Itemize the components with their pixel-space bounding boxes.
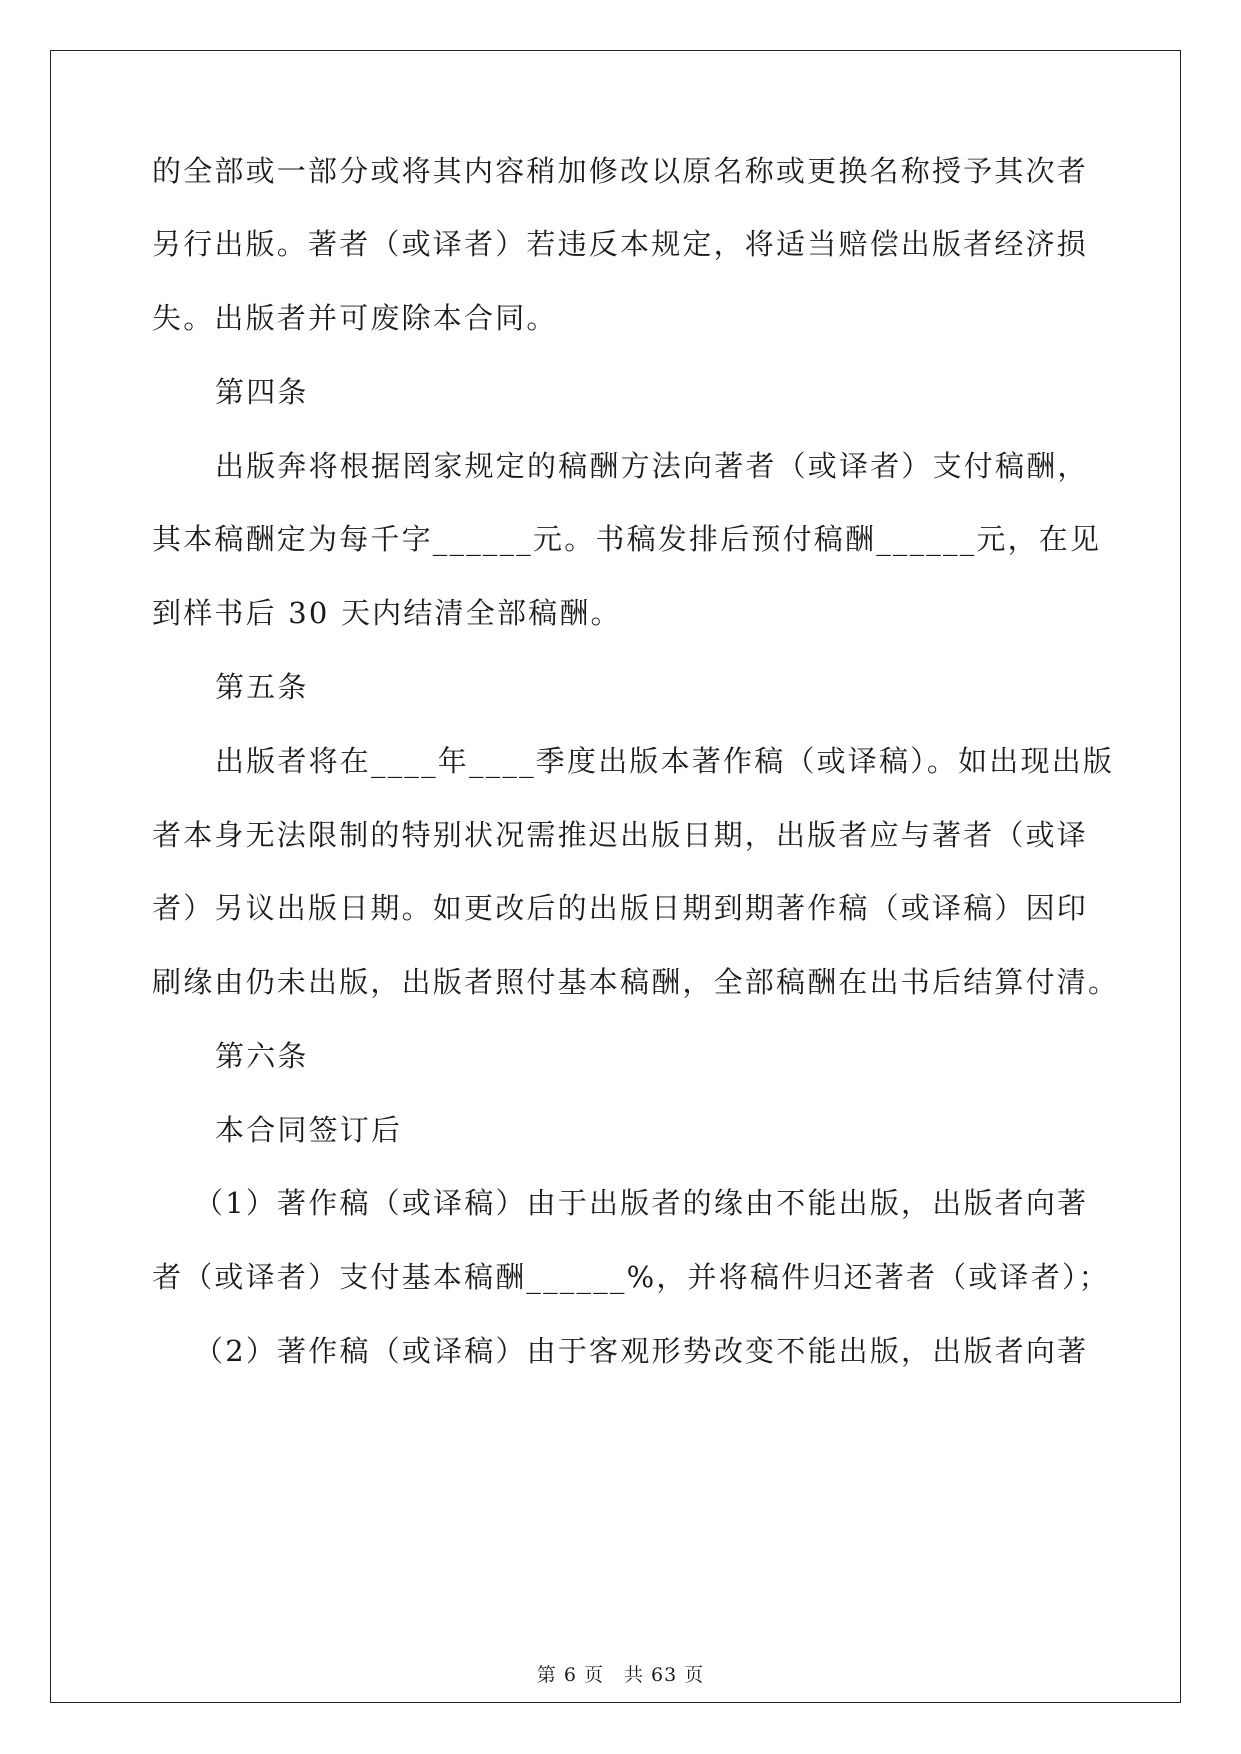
text-line: 失。出版者并可废除本合同。 xyxy=(152,301,558,335)
text-line: 出版者将在____年____季度出版本著作稿（或译稿）。如出现出版 xyxy=(215,744,1115,778)
page-number-footer: 第 6 页 共 63 页 xyxy=(536,1664,705,1686)
text-line: 到样书后 30 天内结清全部稿酬。 xyxy=(152,596,622,630)
text-line: 者）另议出版日期。如更改后的出版日期到期著作稿（或译稿）因印 xyxy=(152,891,1089,925)
text-line: 其本稿酬定为每千字______元。书稿发排后预付稿酬______元，在见 xyxy=(152,522,1102,556)
text-line: 者本身无法限制的特别状况需推迟出版日期，出版者应与著者（或译 xyxy=(152,818,1089,852)
text-line: 刷缘由仍未出版，出版者照付基本稿酬，全部稿酬在出书后结算付清。 xyxy=(152,965,1120,999)
text-line: 本合同签订后 xyxy=(215,1113,403,1147)
text-line: 者（或译者）支付基本稿酬______%，并将稿件归还著者（或译者）； xyxy=(152,1260,1110,1294)
list-item: （2）著作稿（或译稿）由于客观形势改变不能出版，出版者向著 xyxy=(194,1334,1089,1368)
article-heading: 第四条 xyxy=(215,375,309,409)
text-line: 出版奔将根据罔家规定的稿酬方法向著者（或译者）支付稿酬， xyxy=(215,449,1089,483)
article-heading: 第五条 xyxy=(215,670,309,704)
article-heading: 第六条 xyxy=(215,1039,309,1073)
text-line: 的全部或一部分或将其内容稍加修改以原名称或更换名称授予其次者 xyxy=(152,154,1089,188)
text-line: 另行出版。著者（或译者）若违反本规定，将适当赔偿出版者经济损 xyxy=(152,227,1089,261)
list-item: （1）著作稿（或译稿）由于出版者的缘由不能出版，出版者向著 xyxy=(194,1186,1089,1220)
